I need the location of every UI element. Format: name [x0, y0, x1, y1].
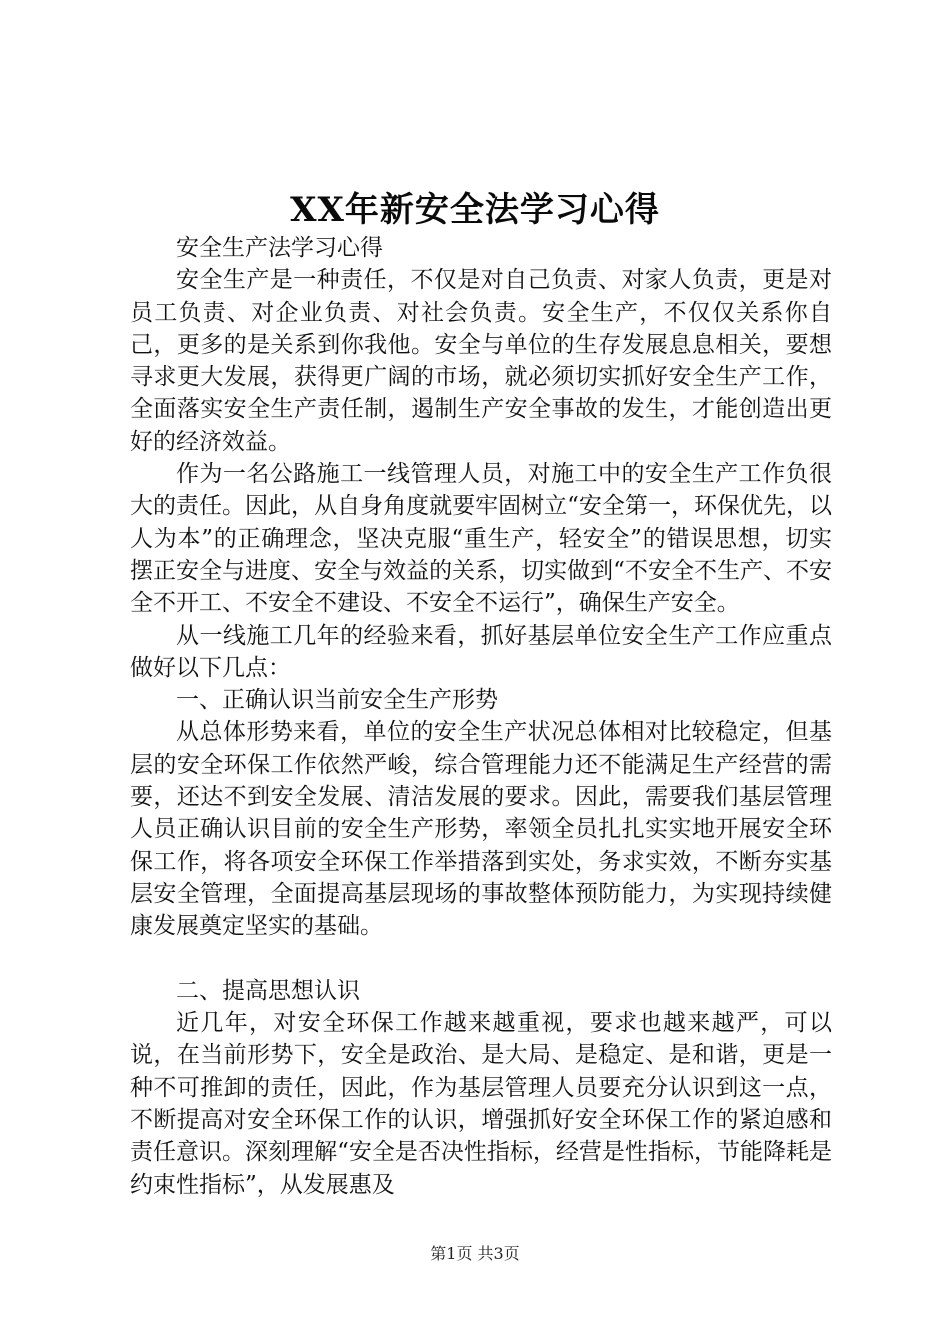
- blank-line: [130, 943, 832, 975]
- paragraph: 安全生产是一种责任，不仅是对自己负责、对家人负责，更是对员工负责、对企业负责、对社会负责。安全生产，不仅仅关系你自己，更多的是关系到你我他。安全与单位的生存发展息息相关，要想寻求更大发展，获得更广阔的市场，就必须切实抓好安全生产工作，全面落实安全生产责任制，遏制生产安全事故的发生，才能创造出更好的经济效益。: [130, 267, 832, 455]
- section-heading: 二、提高思想认识: [176, 977, 360, 1004]
- paragraph: 近几年，对安全环保工作越来越重视，要求也越来越严，可以说，在当前形势下，安全是政治、是大局、是稳定、是和谐，更是一种不可推卸的责任，因此，作为基层管理人员要充分认识到这一点，不断提高对安全环保工作的认识，增强抓好安全环保工作的紧迫感和责任意识。深刻理解“安全是否决性指标，经营是性指标，节能降耗是约束性指标”，从发展惠及: [130, 1010, 832, 1198]
- paragraph: 作为一名公路施工一线管理人员，对施工中的安全生产工作负很大的责任。因此，从自身角度就要牢固树立“安全第一，环保优先，以人为本”的正确理念，坚决克服“重生产，轻安全”的错误思想，切实摆正安全与进度、安全与效益的关系，切实做到“不安全不生产、不安全不开工、不安全不建设、不安全不运行”，确保生产安全。: [130, 461, 832, 617]
- paragraph: 从一线施工几年的经验来看，抓好基层单位安全生产工作应重点做好以下几点：: [130, 622, 832, 681]
- page-footer: 第1页 共3页: [430, 1244, 520, 1263]
- document-body: [130, 232, 832, 1201]
- paragraph: 从总体形势来看，单位的安全生产状况总体相对比较稳定，但基层的安全环保工作依然严峻，综合管理能力还不能满足生产经营的需要，还达不到安全发展、清洁发展的要求。因此，需要我们基层管理人员正确认识目前的安全生产形势，率领全员扎扎实实地开展安全环保工作，将各项安全环保工作举措落到实处，务求实效，不断夯实基层安全管理，全面提高基层现场的事故整体预防能力，为实现持续健康发展奠定坚实的基础。: [130, 719, 832, 940]
- section-heading: 一、正确认识当前安全生产形势: [176, 687, 498, 714]
- document-title: XX年新安全法学习心得: [290, 190, 660, 230]
- paragraph-subtitle: 安全生产法学习心得: [176, 235, 383, 261]
